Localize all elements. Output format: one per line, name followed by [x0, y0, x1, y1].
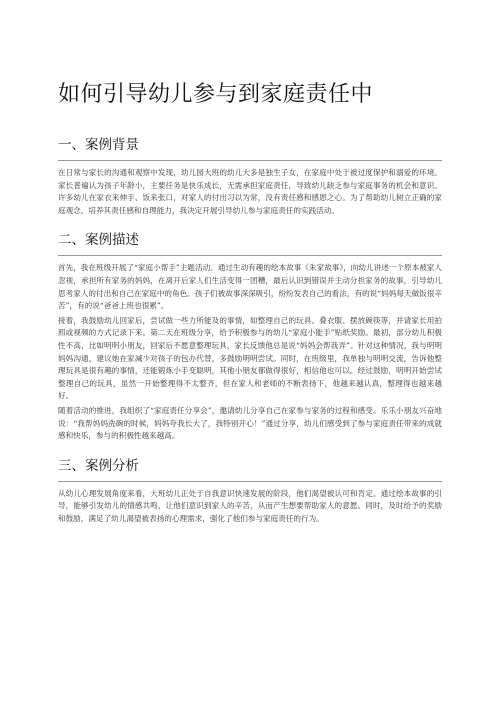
- paragraph: 从幼儿心理发展角度来看，大班幼儿正处于自我意识快速发展的阶段，他们渴望被认可和肯定。通过绘本故事的引导，能够引发幼儿的情感共鸣，让他们意识到家人的辛苦，从而产生想要帮助家人的意愿。同时，及时给予的奖励和鼓励，满足了幼儿渴望被表扬的心理需求，强化了他们参与家庭责任的行为。: [58, 488, 442, 523]
- section-heading: 三、案例分析: [58, 457, 442, 482]
- section-heading: 一、案例背景: [58, 136, 442, 161]
- document-title: 如何引导幼儿参与到家庭责任中: [58, 82, 374, 107]
- section-heading: 二、案例描述: [58, 231, 442, 256]
- paragraph: 首先，我在班级开展了“家庭小帮手”主题活动。通过生动有趣的绘本故事《朱家故事》，向幼儿讲述一个原本被家人忽视，承担所有家务的妈妈，在离开后家人们生活变得一团糟，最后认识到错误并主动分担家务的故事，引导幼儿思考家人的付出和自己在家庭中的角色。孩子们被故事深深吸引，纷纷发表自己的看法，有的说“妈妈每天做饭很辛苦”，有的说“爸爸上班也很累”。: [58, 263, 442, 311]
- paragraph: 随着活动的推进，我组织了“家庭责任分享会”，邀请幼儿分享自己在家参与家务的过程和感受。乐乐小朋友兴奋地说：“我帮妈妈洗碗的时候，妈妈夸我长大了，我特别开心！”通过分享，幼儿们感受到了参与家庭责任带来的成就感和快乐，参与的积极性越来越高。: [58, 405, 442, 441]
- section-description: [58, 231, 442, 442]
- section-background: [58, 136, 442, 217]
- section-analysis: [58, 457, 442, 526]
- paragraph: 在日常与家长的沟通和观察中发现，幼儿园大班的幼儿大多是独生子女，在家庭中处于被过度保护和溺爱的环境。家长普遍认为孩子年龄小，主要任务是快乐成长，无需承担家庭责任，导致幼儿缺乏参与家庭事务的机会和意识。许多幼儿在家衣来伸手、饭来张口，对家人的付出习以为常，没有责任感和感恩之心。为了帮助幼儿树立正确的家庭观念，培养其责任感和自理能力，我决定开展引导幼儿参与家庭责任的实践活动。: [58, 168, 442, 215]
- paragraph: 接着，我鼓励幼儿回家后，尝试做一些力所能及的事情，如整理自己的玩具、叠衣服、摆放碗筷等，并请家长用拍照或视频的方式记录下来。第二天在班级分享，给予积极参与的幼儿“家庭小能手”贴纸奖励。最初，部分幼儿积极性不高，比如明明小朋友，回家后不愿意整理玩具，家长反馈他总是说“妈妈会帮我弄”。针对这种情况，我与明明妈妈沟通，建议她在家减少对孩子的包办代替，多鼓励明明尝试。同时，在班级里，我单独与明明交流，告诉他整理玩具是很有趣的事情，还能锻炼小手变聪明，其他小朋友都做得很好，相信他也可以。经过鼓励，明明开始尝试整理自己的玩具，虽然一开始整理得不太整齐，但在家人和老师的不断表扬下，他越来越认真，整理得也越来越好。: [58, 315, 442, 401]
